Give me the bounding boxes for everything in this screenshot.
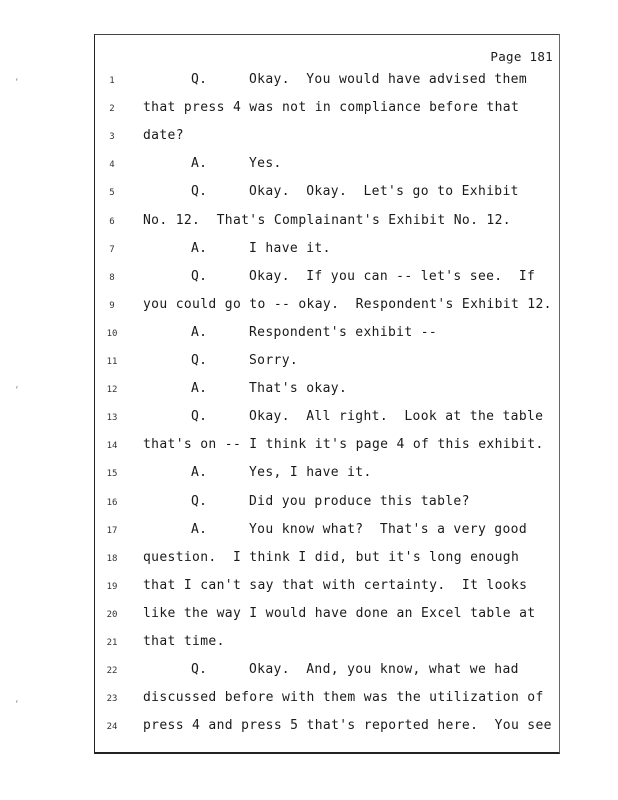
line-number: 2 <box>109 104 115 115</box>
line-body: Yes, I have it. <box>249 465 372 481</box>
line-text <box>191 381 347 396</box>
line-body: You know what? That's a very good <box>249 521 528 537</box>
line-text <box>191 465 372 480</box>
line-number: 3 <box>109 132 115 143</box>
line-number: 15 <box>106 469 118 480</box>
margin-mark: ’ <box>14 386 20 396</box>
line-text <box>143 550 519 565</box>
speaker-label: Q. <box>191 72 208 87</box>
speaker-label: A. <box>191 381 208 397</box>
transcript-line <box>95 718 559 738</box>
line-number: 11 <box>106 357 118 367</box>
line-body: Yes. <box>249 156 282 172</box>
line-body: press 4 and press 5 that's reported here. You see <box>143 718 552 734</box>
transcript-line <box>95 381 559 401</box>
transcript-line <box>95 72 559 92</box>
line-text <box>143 128 184 143</box>
speaker-label: A. <box>191 324 208 340</box>
line-text <box>143 690 544 705</box>
transcript-line <box>95 465 559 485</box>
line-text <box>143 718 552 733</box>
transcript-line <box>95 100 559 120</box>
speaker-label: Q. <box>191 184 208 200</box>
line-text <box>191 494 470 509</box>
line-text <box>191 184 519 199</box>
line-number: 13 <box>106 413 118 424</box>
transcript-line <box>95 494 559 514</box>
line-text <box>191 325 437 340</box>
line-number: 22 <box>106 666 118 677</box>
transcript-line <box>95 578 559 598</box>
line-number: 1 <box>109 76 115 86</box>
line-body: date? <box>143 128 184 144</box>
line-body: that press 4 was not in compliance before that <box>143 100 520 116</box>
line-text <box>143 578 527 593</box>
transcript-line <box>95 156 559 176</box>
line-body: Okay. All right. Look at the table <box>249 409 544 425</box>
transcript-line <box>95 606 559 626</box>
line-body: discussed before with them was the utilization of <box>143 690 544 706</box>
line-number: 6 <box>109 216 115 227</box>
line-number: 18 <box>106 553 118 564</box>
transcript-line <box>95 353 559 373</box>
line-text <box>143 213 511 228</box>
line-text <box>143 100 519 115</box>
line-text <box>191 156 282 171</box>
transcript-line <box>95 213 559 233</box>
line-body: No. 12. That's Complainant's Exhibit No. 12. <box>143 212 511 228</box>
line-text <box>191 241 331 256</box>
line-body: That's okay. <box>249 381 348 397</box>
line-number: 19 <box>106 581 118 592</box>
speaker-label: A. <box>191 521 208 537</box>
line-number: 12 <box>106 385 118 396</box>
line-body: Okay. Okay. Let's go to Exhibit <box>249 184 519 200</box>
transcript-line <box>95 184 559 204</box>
line-number: 23 <box>106 694 118 705</box>
transcript-page <box>94 34 560 754</box>
line-body: Okay. And, you know, what we had <box>249 662 519 678</box>
line-number: 14 <box>106 441 118 452</box>
line-body: Respondent's exhibit -- <box>249 324 438 340</box>
line-text <box>143 634 225 649</box>
transcript-line <box>95 662 559 682</box>
line-body: I have it. <box>249 240 331 256</box>
line-body: question. I think I did, but it's long enough <box>143 549 520 565</box>
speaker-label: Q. <box>191 662 208 678</box>
line-body: Okay. You would have advised them <box>249 72 528 87</box>
line-text <box>143 297 552 312</box>
line-text <box>191 409 543 424</box>
transcript-line <box>95 437 559 457</box>
line-text <box>191 72 527 87</box>
line-body: Sorry. <box>249 353 299 368</box>
line-text <box>191 662 519 677</box>
speaker-label: Q. <box>191 353 208 368</box>
line-text <box>143 437 544 452</box>
line-number: 7 <box>109 244 115 255</box>
speaker-label: Q. <box>191 268 208 284</box>
transcript-line <box>95 550 559 570</box>
transcript-line <box>95 634 559 654</box>
line-body: like the way I would have done an Excel table at <box>143 605 536 621</box>
line-body: Did you produce this table? <box>249 493 470 509</box>
line-text <box>191 522 527 537</box>
line-number: 10 <box>106 328 118 339</box>
line-number: 16 <box>106 497 118 508</box>
transcript-line <box>95 522 559 542</box>
line-text <box>143 606 535 621</box>
line-body: that's on -- I think it's page 4 of this exhibit. <box>143 437 544 453</box>
margin-mark: ‘ <box>14 700 20 710</box>
line-body: that I can't say that with certainty. It looks <box>143 577 528 593</box>
line-number: 20 <box>106 609 118 620</box>
transcript-line <box>95 241 559 261</box>
speaker-label: A. <box>191 240 208 256</box>
transcript-line <box>95 128 559 148</box>
speaker-label: A. <box>191 465 208 481</box>
line-number: 8 <box>109 272 115 283</box>
line-number: 17 <box>106 525 118 536</box>
line-body: that time. <box>143 634 225 649</box>
line-number: 5 <box>109 188 115 199</box>
transcript-line <box>95 269 559 289</box>
line-body: you could go to -- okay. Respondent's Exhibit 12. <box>143 296 552 312</box>
speaker-label: A. <box>191 156 208 172</box>
line-text <box>191 269 535 284</box>
transcript-line <box>95 325 559 345</box>
line-body: Okay. If you can -- let's see. If <box>249 268 536 284</box>
page-number: Page 181 <box>490 49 553 64</box>
transcript-line <box>95 297 559 317</box>
line-number: 24 <box>106 722 118 733</box>
line-number: 21 <box>106 638 118 648</box>
line-number: 9 <box>109 300 115 311</box>
speaker-label: Q. <box>191 493 208 509</box>
transcript-line <box>95 409 559 429</box>
speaker-label: Q. <box>191 409 208 425</box>
margin-mark: ‘ <box>14 78 20 88</box>
transcript-line <box>95 690 559 710</box>
line-number: 4 <box>109 160 115 171</box>
line-text <box>191 353 298 368</box>
